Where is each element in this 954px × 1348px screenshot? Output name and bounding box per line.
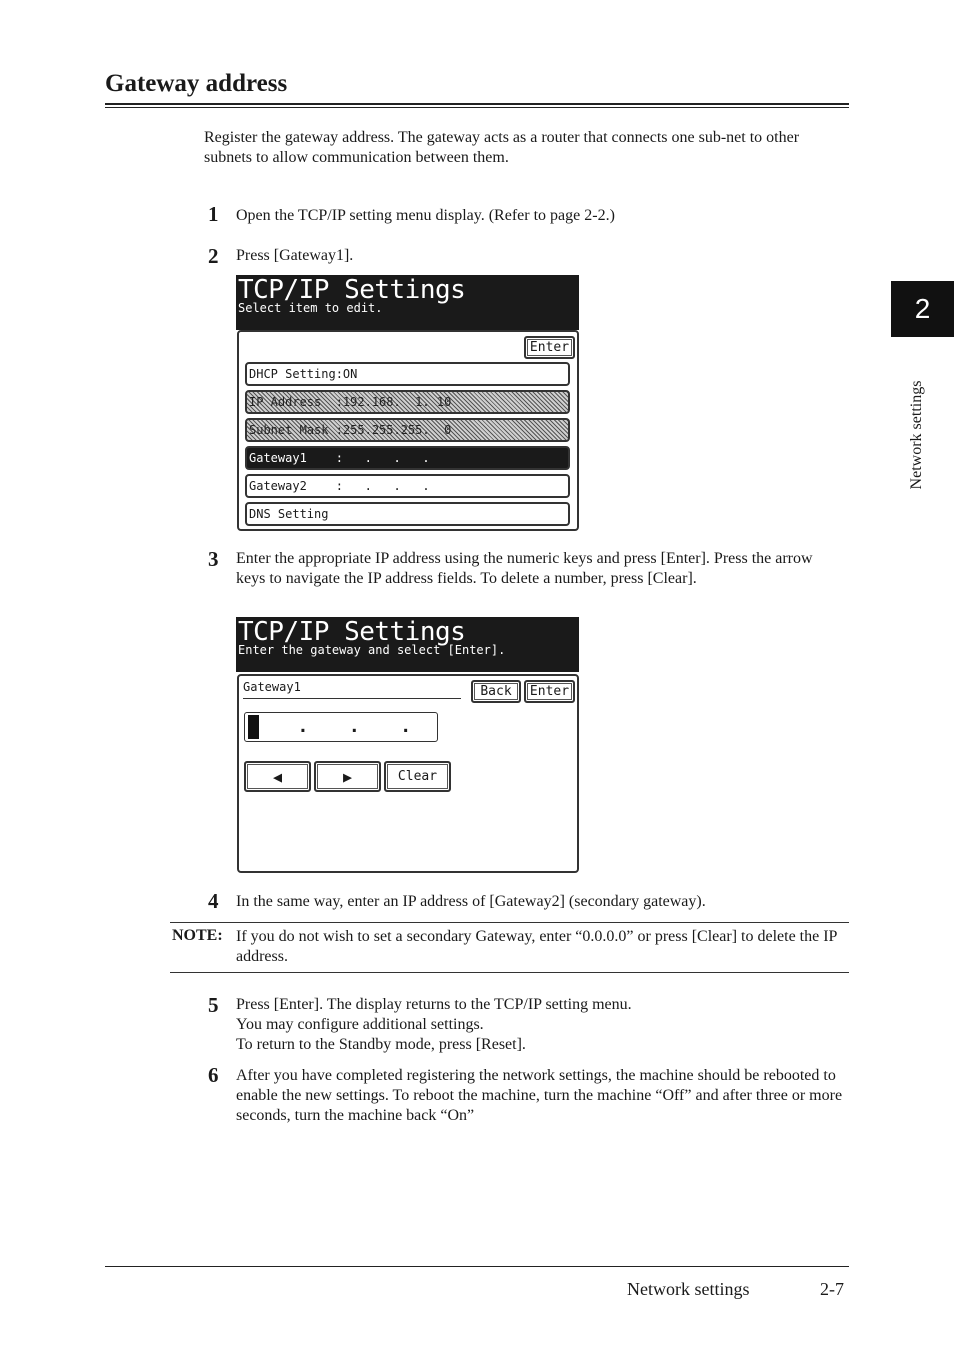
- lcd-header: [236, 617, 579, 672]
- step-text-5: [236, 995, 846, 1055]
- step-number-6: 6: [208, 1063, 219, 1087]
- step-text-6: After you have completed registering the network settings, the machine should be rebooted to enable the new settings. To reboot the machine, turn the machine “Off” and after three or more seconds, turn the machine back “On”: [236, 1067, 843, 1124]
- lcd-title: TCP/IP Settings: [238, 617, 466, 647]
- step-number-3: 3: [208, 547, 219, 571]
- side-label: [882, 355, 952, 515]
- ip-value: . . .: [259, 716, 414, 737]
- lcd-body: [237, 330, 579, 531]
- left-arrow-button[interactable]: [244, 761, 311, 792]
- note-text: If you do not wish to set a secondary Gateway, enter “0.0.0.0” or press [Clear] to delete the IP address.: [236, 928, 837, 965]
- footer-rule: [105, 1266, 849, 1267]
- input-cursor: [248, 715, 259, 739]
- title-rule: [105, 103, 849, 105]
- left-arrow-icon: ◀: [272, 767, 283, 786]
- intro-paragraph: Register the gateway address. The gateway acts as a router that connects one sub-net to other subnets to allow communication between them.: [204, 129, 800, 166]
- step-number-2: 2: [208, 244, 219, 268]
- note-label: NOTE:: [172, 927, 223, 944]
- right-arrow-button[interactable]: [314, 761, 381, 792]
- step-number-4: 4: [208, 889, 219, 913]
- step-text-3: Enter the appropriate IP address using the numeric keys and press [Enter]. Press the arrow keys to navigate the IP address fields. To delete a number, press [Clear].: [236, 550, 813, 587]
- footer-section: Network settings: [627, 1279, 750, 1299]
- lcd-screen-menu: [236, 275, 579, 531]
- step-5-line-3: To return to the Standby mode, press [Reset].: [236, 1036, 526, 1053]
- step-text-4: In the same way, enter an IP address of [Gateway2] (secondary gateway).: [236, 893, 706, 910]
- enter-button[interactable]: Enter: [524, 680, 575, 703]
- step-number-1: 1: [208, 202, 219, 226]
- right-arrow-icon: ▶: [342, 767, 353, 786]
- lcd-header: [236, 275, 579, 330]
- note-rule-top: [170, 922, 849, 923]
- lcd-subtitle: Select item to edit.: [238, 301, 383, 315]
- menu-row-ip-address: IP Address :192.168. 1. 10: [245, 390, 570, 414]
- clear-button[interactable]: Clear: [384, 761, 451, 792]
- menu-row-gateway1[interactable]: Gateway1 : . . .: [245, 446, 570, 470]
- step-5-line-2: You may configure additional settings.: [236, 1016, 484, 1033]
- lcd-subtitle: Enter the gateway and select [Enter].: [238, 643, 506, 657]
- field-label: Gateway1: [243, 680, 461, 699]
- side-label-text: Network settings: [908, 380, 925, 490]
- lcd-body: [237, 674, 579, 873]
- title-rule-thin: [105, 107, 849, 108]
- menu-row-subnet-mask: Subnet Mask :255.255.255. 0: [245, 418, 570, 442]
- step-5-line-1: Press [Enter]. The display returns to the TCP/IP setting menu.: [236, 996, 632, 1013]
- back-button[interactable]: Back: [471, 680, 521, 703]
- note-rule-bottom: [170, 972, 849, 973]
- menu-row-dhcp[interactable]: DHCP Setting:ON: [245, 362, 570, 386]
- step-number-5: 5: [208, 993, 219, 1017]
- chapter-tab: 2: [891, 281, 954, 337]
- menu-row-dns[interactable]: DNS Setting: [245, 502, 570, 526]
- lcd-screen-gateway: [236, 617, 579, 873]
- page-title: Gateway address: [105, 70, 288, 97]
- ip-input[interactable]: [244, 712, 438, 742]
- enter-button[interactable]: Enter: [524, 336, 575, 359]
- lcd-title: TCP/IP Settings: [238, 275, 466, 305]
- step-text-2: Press [Gateway1].: [236, 247, 354, 264]
- page-number: 2-7: [820, 1279, 844, 1299]
- menu-row-gateway2[interactable]: Gateway2 : . . .: [245, 474, 570, 498]
- step-text-1: Open the TCP/IP setting menu display. (Refer to page 2-2.): [236, 207, 615, 224]
